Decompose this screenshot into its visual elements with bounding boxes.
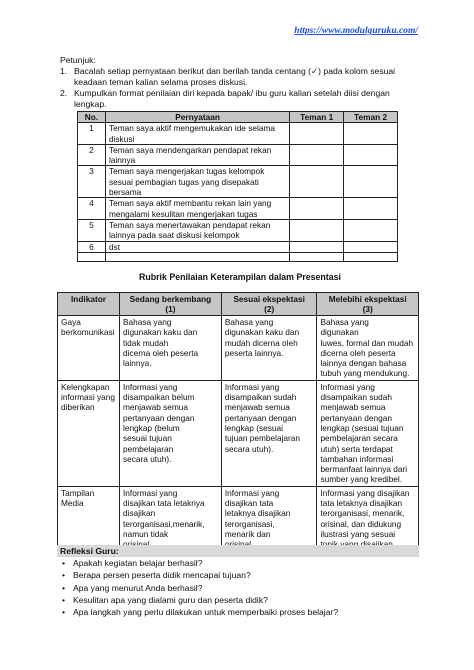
header-exceeds-expectation: Melebihi ekspektasi (3) <box>317 293 419 316</box>
rubric-table <box>57 292 419 552</box>
table-row <box>78 144 398 166</box>
instruction-number: 1. <box>60 66 68 76</box>
row-number <box>78 252 106 261</box>
friend-2-cell[interactable] <box>344 241 398 252</box>
friend-2-cell[interactable] <box>344 166 398 198</box>
list-item: • Apa yang menurut Anda berhasil? <box>73 582 419 594</box>
level-2-cell: Informasi yang disajikan tata letaknya disajikan terorganisasi, menarik dan <box>221 486 317 551</box>
friend-2-cell[interactable] <box>344 198 398 220</box>
friend-1-cell[interactable] <box>290 219 344 241</box>
header-indicator: Indikator <box>58 293 120 316</box>
rubric-title: Rubrik Penilaian Keterampilan dalam Presentasi <box>139 272 341 282</box>
table-row <box>78 241 398 252</box>
friend-2-cell[interactable] <box>344 252 398 261</box>
header-no: No. <box>78 112 106 123</box>
row-statement: Teman saya aktif mengemukakan ide selama diskusi <box>105 123 289 145</box>
row-number: 4 <box>78 198 106 220</box>
friend-1-cell[interactable] <box>290 144 344 166</box>
table-row <box>78 198 398 220</box>
instruction-text: Kumpulkan format penilaian diri kepada bapak/ ibu guru kalian setelah diisi dengan lengkap. <box>74 88 390 109</box>
table-row <box>78 166 398 198</box>
row-statement: Teman saya mendengarkan pendapat rekan lainnya <box>105 144 289 166</box>
level-3-cell: Bahasa yang digunakan luwes, formal dan mudah dicerna oleh peserta lainnya dengan bahasa tubuh yang mendukung. <box>317 316 419 381</box>
friend-1-cell[interactable] <box>290 166 344 198</box>
indicator-cell: Tampilan Media <box>58 486 120 551</box>
table-row <box>78 219 398 241</box>
header-friend-2: Teman 2 <box>344 112 398 123</box>
list-item: • Berapa persen peserta didik mencapai tujuan? <box>73 569 419 581</box>
row-number: 1 <box>78 123 106 145</box>
table-header-row <box>78 112 398 123</box>
row-number: 3 <box>78 166 106 198</box>
table-row <box>58 316 419 381</box>
instruction-item <box>60 88 420 110</box>
row-number: 2 <box>78 144 106 166</box>
row-statement: Teman saya menertawakan pendapat rekan lainnya pada saat diskusi kelompok <box>105 219 289 241</box>
header-friend-1: Teman 1 <box>290 112 344 123</box>
list-item: • Apakah kegiatan belajar berhasil? <box>73 557 419 569</box>
table-row <box>58 380 419 486</box>
instruction-item <box>60 66 420 88</box>
level-3-cell: Informasi yang disampaikan sudah menjawab semua pertanyaan dengan lengkap (sesuai tujuan pembelajaran secara utuh) serta terdapat tambahan informasi bermanfaat lainnya dari sumber yang kredibel. <box>317 380 419 486</box>
table-header-row <box>58 293 419 316</box>
instruction-text: Bacalah setiap pernyataan berikut dan berilah tanda centang (✓) pada kolom sesuai keadaan teman kalian selama proses diskusi. <box>74 66 396 87</box>
row-statement: Teman saya mengerjakan tugas kelompok sesuai pembagian tugas yang disepakati bersama <box>105 166 289 198</box>
indicator-cell: Gaya berkomunikasi <box>58 316 120 381</box>
friend-1-cell[interactable] <box>290 252 344 261</box>
friend-2-cell[interactable] <box>344 219 398 241</box>
indicator-cell: Kelengkapan informasi yang diberikan <box>58 380 120 486</box>
header-statement: Pernyataan <box>105 112 289 123</box>
instructions-section <box>60 55 420 110</box>
row-number: 6 <box>78 241 106 252</box>
list-item: • Apa langkah yang perlu dilakukan untuk memperbaiki proses belajar? <box>73 606 419 618</box>
instruction-number: 2. <box>60 88 68 98</box>
teacher-reflection-section <box>57 545 419 618</box>
friend-1-cell[interactable] <box>290 123 344 145</box>
reflection-title: Refleksi Guru: <box>57 545 419 557</box>
friend-2-cell[interactable] <box>344 123 398 145</box>
header-meets-expectation: Sesuai ekspektasi (2) <box>221 293 317 316</box>
friend-2-cell[interactable] <box>344 144 398 166</box>
header-developing: Sedang berkembang (1) <box>119 293 221 316</box>
level-1-cell: Bahasa yang digunakan kaku dan tidak mudah dicerna oleh peserta lainnya. <box>119 316 221 381</box>
level-2-cell: Bahasa yang digunakan kaku dan mudah dicerna oleh peserta lainnya. <box>221 316 317 381</box>
row-statement: Teman saya aktif membantu rekan lain yang mengalami kesulitan mengerjakan tugas <box>105 198 289 220</box>
peer-assessment-table <box>77 111 398 262</box>
table-row <box>58 486 419 551</box>
instructions-title: Petunjuk: <box>60 55 96 65</box>
row-statement <box>105 252 289 261</box>
friend-1-cell[interactable] <box>290 241 344 252</box>
level-2-cell: Informasi yang disampaikan sudah menjawab semua pertanyaan dengan lengkap (sesuai tujuan pembelajaran secara utuh). <box>221 380 317 486</box>
level-3-cell: Informasi yang disajikan tata letaknya disajikan terorganisasi, menarik, orisinal, dan didukung ilustrasi yang sesuai <box>317 486 419 551</box>
reflection-list <box>57 557 419 618</box>
website-url-link[interactable]: https://www.modulguruku.com/ <box>294 26 418 36</box>
list-item: • Kesulitan apa yang dialami guru dan peserta didik? <box>73 594 419 606</box>
level-1-cell: Informasi yang disampaikan belum menjawab semua pertanyaan dengan lengkap (belum sesuai tujuan pembelajaran secara utuh). <box>119 380 221 486</box>
friend-1-cell[interactable] <box>290 198 344 220</box>
table-row <box>78 252 398 261</box>
row-statement: dst <box>105 241 289 252</box>
table-row <box>78 123 398 145</box>
row-number: 5 <box>78 219 106 241</box>
level-1-cell: Informasi yang disajikan tata letaknya disajikan terorganisasi,menarik, namun tidak <box>119 486 221 551</box>
